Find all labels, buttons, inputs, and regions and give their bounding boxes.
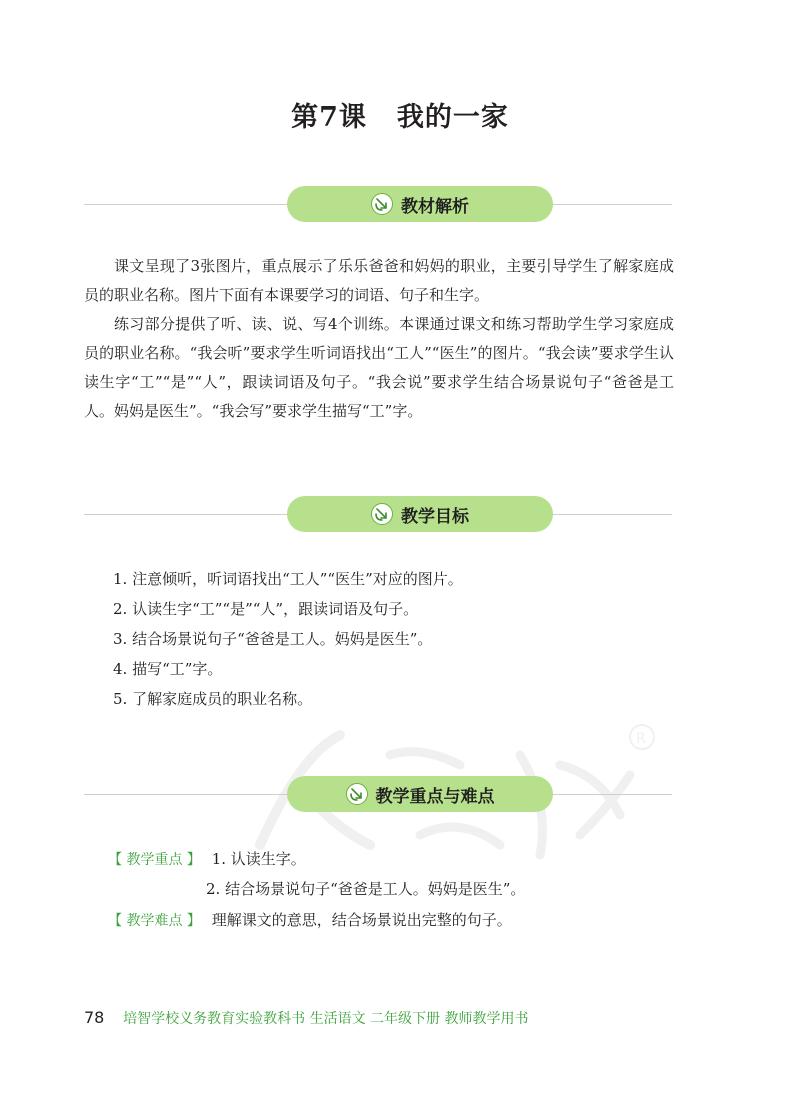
section-header-focus bbox=[84, 776, 672, 812]
list-item: 1. 注意倾听，听词语找出“工人”“医生”对应的图片。 bbox=[113, 570, 463, 588]
pencil-icon bbox=[371, 503, 393, 525]
section-heading: 教材解析 bbox=[401, 196, 469, 217]
analysis-paragraph-2: 练习部分提供了听、读、说、写4个训练。本课通过课文和练习帮助学生学习家庭成员的职业名称。“我会听”要求学生听词语找出“工人”“医生”的图片。“我会读”要求学生认读生字“工”“是”“人”，跟读词语及句子。“我会说”要求学生结合场景说句子“爸爸是工人。妈妈是医生”。“我会写”要求学生描写“工”字。 bbox=[84, 315, 674, 420]
section-pill bbox=[287, 186, 553, 222]
list-item: 3. 结合场景说句子“爸爸是工人。妈妈是医生”。 bbox=[113, 630, 433, 648]
difficulty-label: 【 教学难点 】 bbox=[108, 913, 201, 929]
key-point-item: 1. 认读生字。 bbox=[211, 850, 306, 868]
key-point-item: 2. 结合场景说句子“爸爸是工人。妈妈是医生”。 bbox=[206, 880, 526, 898]
section-pill bbox=[287, 776, 553, 812]
analysis-paragraph-1: 课文呈现了3张图片，重点展示了乐乐爸爸和妈妈的职业，主要引导学生了解家庭成员的职业名称。图片下面有本课要学习的词语、句子和生字。 bbox=[84, 257, 674, 304]
key-point-label: 【 教学重点 】 bbox=[108, 852, 201, 868]
pencil-icon bbox=[346, 783, 368, 805]
page-number: 78 bbox=[84, 1008, 105, 1027]
key-point-row bbox=[108, 844, 306, 875]
book-title: 培智学校义务教育实验教科书 生活语文 二年级下册 教师教学用书 bbox=[123, 1011, 529, 1027]
svg-text:R: R bbox=[636, 731, 646, 747]
list-item: 4. 描写“工”字。 bbox=[113, 660, 223, 678]
lesson-name: 我的一家 bbox=[396, 102, 509, 133]
goals-list bbox=[113, 564, 463, 714]
page-footer bbox=[84, 1008, 529, 1028]
section-header-analysis bbox=[84, 186, 672, 222]
section-heading: 教学目标 bbox=[401, 506, 469, 527]
section-pill bbox=[287, 496, 553, 532]
section-heading: 教学重点与难点 bbox=[375, 786, 495, 807]
difficulty-text: 理解课文的意思，结合场景说出完整的句子。 bbox=[211, 911, 512, 929]
lesson-number: 第7课 bbox=[291, 102, 367, 133]
difficulty-row bbox=[108, 905, 512, 936]
page-title bbox=[0, 95, 800, 134]
list-item: 2. 认读生字“工”“是”“人”，跟读词语及句子。 bbox=[113, 600, 419, 618]
list-item: 5. 了解家庭成员的职业名称。 bbox=[113, 690, 313, 708]
pencil-icon bbox=[371, 193, 393, 215]
section-header-goals bbox=[84, 496, 672, 532]
